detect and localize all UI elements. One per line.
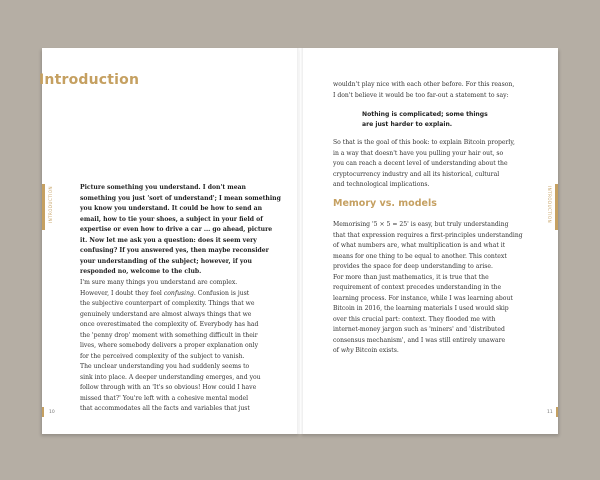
text-run: Bitcoin exists. (353, 347, 399, 354)
text-line: learning process. For instance, while I was learning about (333, 294, 513, 302)
section-title: Memory vs. models (333, 198, 437, 209)
right-page-number: 11 (547, 410, 553, 415)
text-line: Nothing is complicated; some things (362, 111, 488, 118)
text-line: So that is the goal of this book: to explain Bitcoin properly, (333, 139, 515, 146)
text-line: confusing? If you answered yes, then maybe reconsider (80, 247, 269, 254)
right-section-tab-label: INTRODUCTION (547, 186, 552, 224)
text-line: you know you understand. It could be how to send an (80, 205, 263, 212)
book-gutter (297, 48, 303, 434)
text-line: internet-money jargon such as 'miners' and 'distributed (333, 326, 505, 333)
text-line: follow through with an 'It's so obvious! How could I have (80, 384, 257, 391)
text-line: responded no, welcome to the club. (80, 268, 202, 275)
left-body-paragraph (80, 278, 292, 415)
text-line: missed that?' You're left with a cohesive mental model (80, 394, 249, 402)
text-line: I don't believe it would be too far-out a statement to say: (333, 91, 509, 99)
text-line: cryptocurrency industry and all its historical, cultural (333, 170, 500, 178)
text-line: it. Now let me ask you a question: does it seem very (80, 236, 257, 244)
text-line (333, 346, 555, 357)
text-line: sink into place. A deeper understanding emerges, and you (80, 373, 261, 381)
text-line: email, how to tie your shoes, a subject in your field of (80, 215, 263, 223)
text-line: the subjective counterpart of complexity. Things that we (80, 300, 255, 307)
right-footer-marker (556, 407, 558, 417)
left-section-tab-label: INTRODUCTION (48, 186, 53, 224)
text-line: once overestimated the complexity of. Everybody has had (80, 321, 259, 328)
text-line: that that expression requires a first-principles understanding (333, 231, 523, 239)
text-line: For more than just mathematics, it is true that the (333, 273, 489, 281)
left-section-tab-marker (42, 184, 45, 230)
pull-quote (362, 110, 542, 130)
text-line: are just harder to explain. (362, 121, 453, 128)
emphasis: confusing (163, 289, 194, 297)
text-line: over this crucial part: context. They flooded me with (333, 315, 496, 323)
left-page-number: 10 (49, 410, 55, 415)
text-line: you can reach a decent level of understanding about the (333, 160, 508, 167)
text-line: expertise or even how to drive a car ... go ahead, picture (80, 226, 273, 233)
text-line: Bitcoin in 2016, the learning materials I used would skip (333, 305, 509, 312)
chapter-title: Introduction (39, 72, 140, 88)
text-line: The unclear understanding you had suddenly seems to (80, 363, 250, 370)
text-line: requirement of context precedes understanding in the (333, 284, 502, 291)
text-line: that accommodates all the facts and variables that just (80, 405, 250, 412)
text-line: means for one thing to be equal to another. This context (333, 252, 507, 260)
goal-paragraph (333, 138, 555, 191)
text-line: of what numbers are, what multiplication is and what it (333, 242, 506, 249)
text-line: I'm sure many things you understand are complex. (80, 279, 238, 286)
text-line: genuinely understand are almost always things that we (80, 310, 252, 318)
text-line: in a way that doesn't have you pulling your hair out, so (333, 149, 504, 157)
text-line: and technological implications. (333, 181, 430, 188)
text-run: However, I doubt they feel (80, 289, 164, 297)
text-line: Picture something you understand. I don't mean (80, 184, 246, 191)
right-section-tab-marker (555, 184, 558, 230)
text-line: wouldn't play nice with each other before. For this reason, (333, 81, 515, 88)
text-line: your understanding of the subject; however, if you (80, 257, 252, 265)
memory-paragraph (333, 220, 555, 357)
emphasis: why (340, 347, 354, 354)
text-run: of (333, 347, 341, 354)
lead-paragraph (80, 183, 292, 278)
text-line: the 'penny drop' moment with something difficult in their (80, 331, 258, 339)
text-run: . Confusion is just (193, 289, 250, 297)
text-line: Memorising '5 × 5 = 25' is easy, but truly understanding (333, 221, 509, 228)
text-line: consensus mechanism', and I was still entirely unaware (333, 336, 506, 344)
text-line (80, 289, 292, 300)
text-line: something you just 'sort of understand'; I mean something (80, 194, 281, 202)
right-continued-paragraph (333, 80, 555, 101)
text-line: provides the space for deep understanding to arise. (333, 263, 493, 270)
text-line: lives, where somebody delivers a proper explanation only (80, 342, 259, 349)
text-line: for the perceived complexity of the subject to vanish. (80, 352, 245, 360)
left-footer-marker (42, 407, 44, 417)
